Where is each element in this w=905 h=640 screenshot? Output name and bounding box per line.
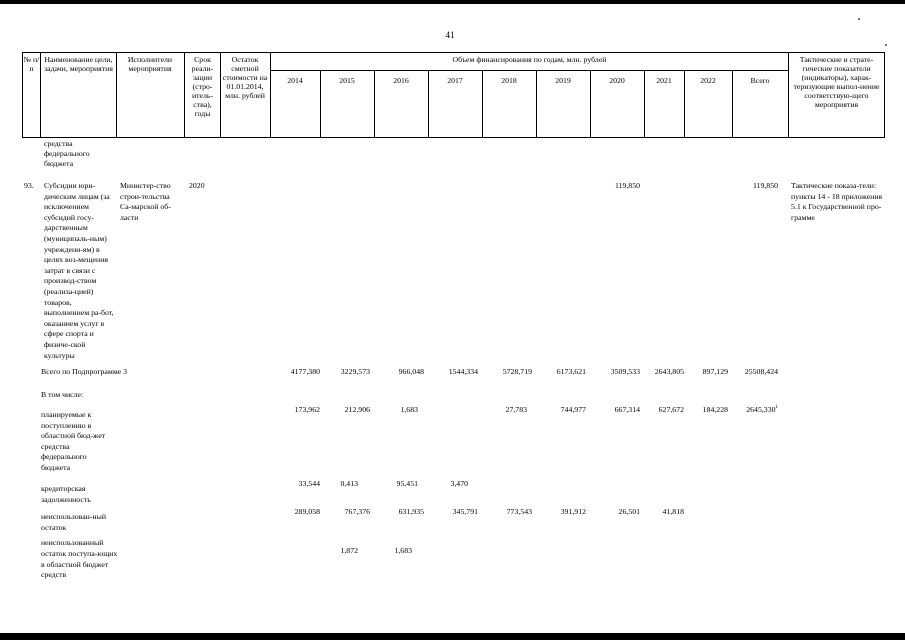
total-2018: 5728,719 [502, 367, 532, 376]
scan-speck [885, 44, 887, 46]
total-2016: 966,048 [398, 367, 424, 376]
planned-2021: 627,672 [658, 405, 684, 414]
creditor-2015: 0,413 [340, 479, 358, 488]
top-border [0, 0, 905, 4]
unused-2019: 391,912 [560, 507, 586, 516]
year-2016: 2016 [393, 76, 409, 85]
unused-fed-2016: 1,683 [394, 546, 412, 555]
header-num: № п/п [23, 55, 40, 73]
year-total: Всего [750, 76, 770, 85]
year-2021: 2021 [656, 76, 672, 85]
unused-label: неиспользован-ный остаток [41, 512, 107, 532]
header-executors: Исполнители мероприятия [127, 55, 173, 73]
row-executor: Министер-ство строи-тельства Са-марской об-ласти [120, 181, 171, 222]
creditor-2016: 95,451 [396, 479, 418, 488]
continuation-text: средства федерального бюджета [44, 139, 90, 168]
footnote-marker: 1 [775, 405, 778, 410]
total-2022: 897,129 [702, 367, 728, 376]
unused-2021: 41,818 [662, 507, 684, 516]
unused-2018: 773,543 [506, 507, 532, 516]
header-term: Срок реали-зации (стро-итель-ства), годы [191, 55, 214, 118]
planned-label: планируемые к поступлению в областной бюд-жет средства федерального бюджета [41, 410, 106, 472]
row-2020: 119,850 [614, 181, 640, 190]
unused-2020: 26,501 [618, 507, 640, 516]
creditor-label: кредиторская задолженность [41, 484, 91, 504]
planned-2022: 184,228 [702, 405, 728, 414]
planned-2014: 173,962 [294, 405, 320, 414]
row-indicator: Тактические показа-тели: пункты 14 - 18 приложения 5.1 к Государственной про-грамме [791, 181, 883, 222]
row-name: Субсидии юри-дическим лицам (за исключением субсидий госу-дарственным (муниципаль-ным) учреждени-ям) в целях воз-мещения затрат в связи с производ-ством (реализа-цией) товаров, выполнением ра-бот, оказанием услуг в сфере спорта и физиче-ской культуры [44, 181, 114, 360]
total-all: 25508,424 [744, 367, 778, 376]
scan-speck [858, 18, 860, 20]
row-term: 2020 [189, 181, 205, 190]
including-label: В том числе: [41, 390, 84, 399]
unused-2017: 345,791 [452, 507, 478, 516]
planned-2016: 1,683 [400, 405, 418, 414]
year-2018: 2018 [501, 76, 517, 85]
planned-total-value: 2645,330 [746, 405, 776, 414]
total-2015: 3229,573 [340, 367, 370, 376]
page-number: 41 [445, 30, 455, 40]
header-balance: Остаток сметной стоимости на 01.01.2014, млн. рублей [222, 55, 268, 100]
unused-2014: 289,058 [294, 507, 320, 516]
header-tactical: Тактические и страте-гические показатели (индикаторы), харак-теризующие выпол-нение соответствую-щего мероприятия [793, 55, 880, 109]
planned-2020: 667,314 [614, 405, 640, 414]
unused-fed-label: неиспользованный остаток поступа-ющих в областной бюджет средств [41, 538, 118, 580]
header-name: Наименование цели, задачи, мероприятия [44, 55, 113, 73]
unused-fed-2015: 1,872 [340, 546, 358, 555]
total-2014: 4177,380 [290, 367, 320, 376]
creditor-2014: 33,544 [298, 479, 320, 488]
total-2017: 1544,334 [448, 367, 478, 376]
total-2019: 6173,621 [556, 367, 586, 376]
planned-total [730, 405, 778, 415]
total-label: Всего по Подпрограмме 3 [41, 367, 128, 376]
planned-2019: 744,977 [560, 405, 586, 414]
bottom-border [0, 633, 905, 640]
year-2020: 2020 [609, 76, 625, 85]
year-2022: 2022 [700, 76, 716, 85]
total-2021: 2643,805 [654, 367, 684, 376]
planned-2018: 27,783 [505, 405, 527, 414]
unused-2015: 767,376 [344, 507, 370, 516]
total-2020: 3509,533 [610, 367, 640, 376]
year-2015: 2015 [339, 76, 355, 85]
year-2017: 2017 [447, 76, 463, 85]
year-2014: 2014 [287, 76, 303, 85]
row-total: 119,850 [752, 181, 778, 190]
year-2019: 2019 [555, 76, 571, 85]
planned-2015: 212,906 [344, 405, 370, 414]
unused-2016: 631,935 [398, 507, 424, 516]
row-number: 93. [24, 181, 34, 190]
creditor-2017: 3,470 [450, 479, 468, 488]
header-funding: Объем финансирования по годам, млн. рублей [452, 55, 607, 64]
